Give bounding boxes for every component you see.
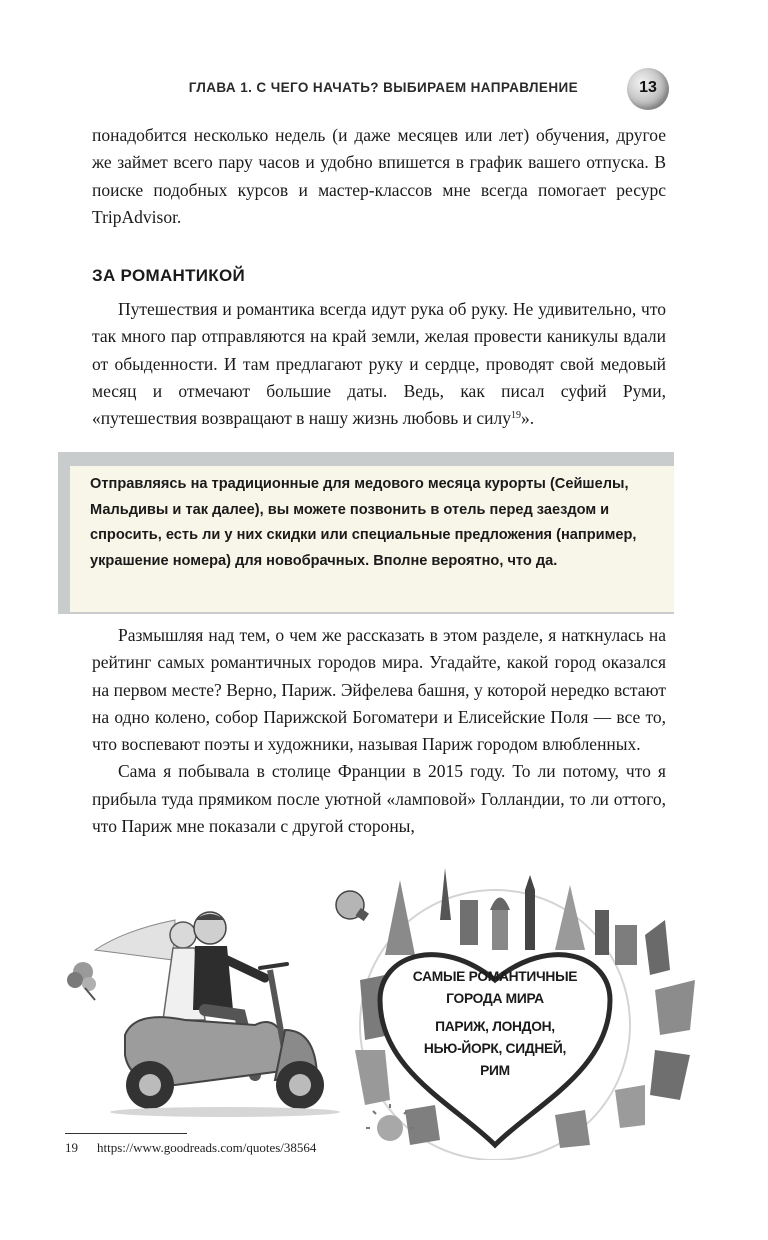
paris-paragraphs-block <box>92 622 666 840</box>
heart-cities-line-3: РИМ <box>480 1063 510 1078</box>
heart-cities <box>385 1016 605 1082</box>
lightbulb-icon <box>336 891 369 921</box>
romance-paragraph-text: Путешествия и романтика всегда идут рука об руку. Не удивительно, что так много пар отправляются на край земли, желая провести каникулы вдали от обыденности. И там предлагают руку и сердце, проводят свой медовый месяц и отмечают большие даты. Ведь, как писал суфий Руми, «путешествия возвращают в нашу жизнь любовь и силу <box>92 299 666 429</box>
romance-paragraph-block <box>92 296 666 432</box>
intro-paragraph: понадобится несколько недель (и даже месяцев или лет) обучения, другое же займет всего пару часов и удобно впишется в график вашего отпуска. В поиске подобных курсов и мастер-классов мне всегда помогает ресурс TripAdvisor. <box>92 125 666 227</box>
scooter-couple-illustration <box>67 912 340 1117</box>
romance-paragraph-end: ». <box>521 408 535 429</box>
heart-cities-line-2: НЬЮ-ЙОРК, СИДНЕЙ, <box>423 1041 567 1056</box>
world-cities-illustration <box>355 868 695 1160</box>
heart-cities-line-1: ПАРИЖ, ЛОНДОН, <box>435 1019 555 1034</box>
footnote-url[interactable]: https://www.goodreads.com/quotes/38564 <box>97 1140 317 1155</box>
page-header <box>0 66 768 112</box>
footnote-rule <box>65 1133 187 1134</box>
page-number-badge <box>627 68 669 110</box>
page-number: 13 <box>639 79 657 96</box>
footnote <box>65 1140 316 1156</box>
running-head: ГЛАВА 1. С ЧЕГО НАЧАТЬ? ВЫБИРАЕМ НАПРАВЛЕНИЕ <box>188 80 578 95</box>
section-heading: ЗА РОМАНТИКОЙ <box>92 266 246 285</box>
tip-text: Отправляясь на традиционные для медового месяца курорты (Сейшелы, Мальдивы и так далее), вы можете позвонить в отель перед заездом и спросить, есть ли у них скидки или специальные предложения (например, украшение номера) для новобрачных. Вполне вероятно, что да. <box>90 476 637 569</box>
intro-paragraph-block <box>92 122 666 231</box>
footnote-ref[interactable]: 19 <box>511 410 522 422</box>
heart-title-line-2: ГОРОДА МИРА <box>446 991 544 1006</box>
heart-title-line-1: САМЫЕ РОМАНТИЧНЫЕ <box>412 969 578 984</box>
paris-paragraph: Размышляя над тем, о чем же рассказать в этом разделе, я наткнулась на рейтинг самых романтичных городов мира. Угадайте, какой город оказался на первом месте? Верно, Париж. Эйфелева башня, у которой нередко встают на одно колено, собор Парижской Богоматери и Елисейские Поля — все то, что воспевают поэты и художники, называя Париж городом влюбленных. <box>92 625 666 755</box>
paris-visit-paragraph: Сама я побывала в столице Франции в 2015 году. То ли потому, что я прибыла туда прямиком после уютной «ламповой» Голландии, то ли оттого, что Париж мне показали с другой стороны, <box>92 761 666 837</box>
romance-paragraph <box>92 296 666 432</box>
footnote-number: 19 <box>65 1140 78 1155</box>
romantic-illustration <box>55 860 715 1160</box>
heart-title <box>385 966 605 1010</box>
